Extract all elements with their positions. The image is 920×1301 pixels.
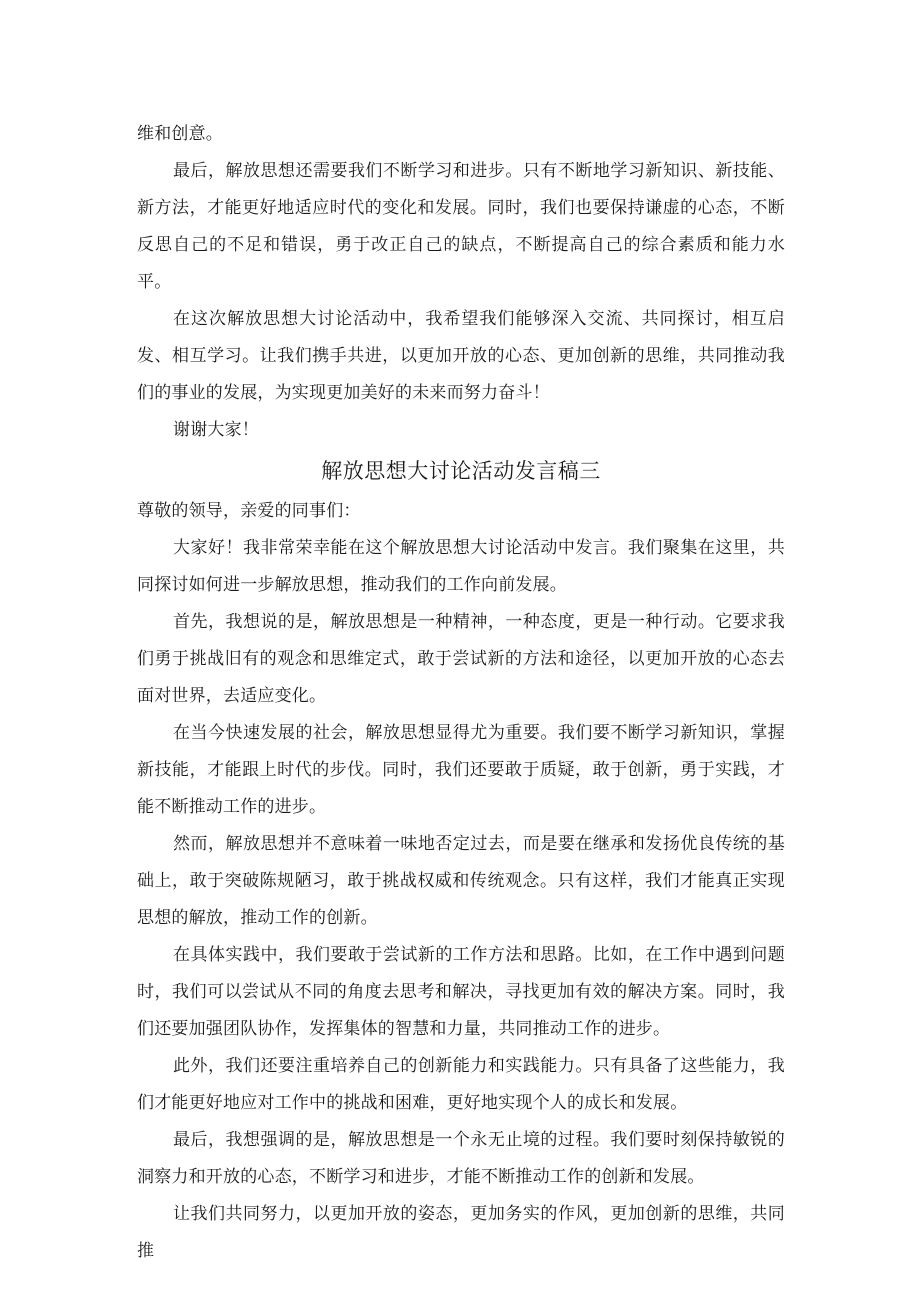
prev-paragraph: 在这次解放思想大讨论活动中，我希望我们能够深入交流、共同探讨，相互启发、相互学习。让我们携手共进，以更加开放的心态、更加创新的思维，共同推动我们的事业的发展，为实现更加美好的未来而努力奋斗！ xyxy=(137,309,785,403)
prev-paragraph: 最后，解放思想还需要我们不断学习和进步。只有不断地学习新知识、新技能、新方法，才能更好地适应时代的变化和发展。同时，我们也要保持谦虚的心态，不断反思自己的不足和错误，勇于改正自己的缺点，不断提高自己的综合素质和能力水平。 xyxy=(137,161,785,292)
body-paragraph: 大家好！我非常荣幸能在这个解放思想大讨论活动中发言。我们聚集在这里，共同探讨如何进一步解放思想，推动我们的工作向前发展。 xyxy=(137,538,785,595)
closing-thanks: 谢谢大家！ xyxy=(173,420,259,440)
body-paragraph: 此外，我们还要注重培养自己的创新能力和实践能力。只有具备了这些能力，我们才能更好地应对工作中的挑战和困难，更好地实现个人的成长和发展。 xyxy=(137,1056,785,1113)
document-page xyxy=(137,116,785,1270)
body-paragraph: 首先，我想说的是，解放思想是一种精神，一种态度，更是一种行动。它要求我们勇于挑战旧有的观念和思维定式，敢于尝试新的方法和途径，以更加开放的心态去面对世界，去适应变化。 xyxy=(137,612,785,706)
body-paragraph: 然而，解放思想并不意味着一味地否定过去，而是要在继承和发扬优良传统的基础上，敢于突破陈规陋习，敢于挑战权威和传统观念。只有这样，我们才能真正实现思想的解放，推动工作的创新。 xyxy=(137,834,785,928)
body-paragraph: 最后，我想强调的是，解放思想是一个永无止境的过程。我们要时刻保持敏锐的洞察力和开放的心态，不断学习和进步，才能不断推动工作的创新和发展。 xyxy=(137,1130,785,1187)
body-paragraph: 在当今快速发展的社会，解放思想显得尤为重要。我们要不断学习新知识，掌握新技能，才能跟上时代的步伐。同时，我们还要敢于质疑，敢于创新，勇于实践，才能不断推动工作的进步。 xyxy=(137,723,785,817)
section-title: 解放思想大讨论活动发言稿三 xyxy=(321,459,601,483)
body-paragraph: 在具体实践中，我们要敢于尝试新的工作方法和思路。比如，在工作中遇到问题时，我们可以尝试从不同的角度去思考和解决，寻找更加有效的解决方案。同时，我们还要加强团队协作，发挥集体的智慧和力量，共同推动工作的进步。 xyxy=(137,945,785,1039)
body-paragraph: 让我们共同努力，以更加开放的姿态，更加务实的作风，更加创新的思维，共同推 xyxy=(137,1204,785,1261)
salutation: 尊敬的领导，亲爱的同事们： xyxy=(137,501,361,521)
intro-fragment: 维和创意。 xyxy=(137,124,223,144)
